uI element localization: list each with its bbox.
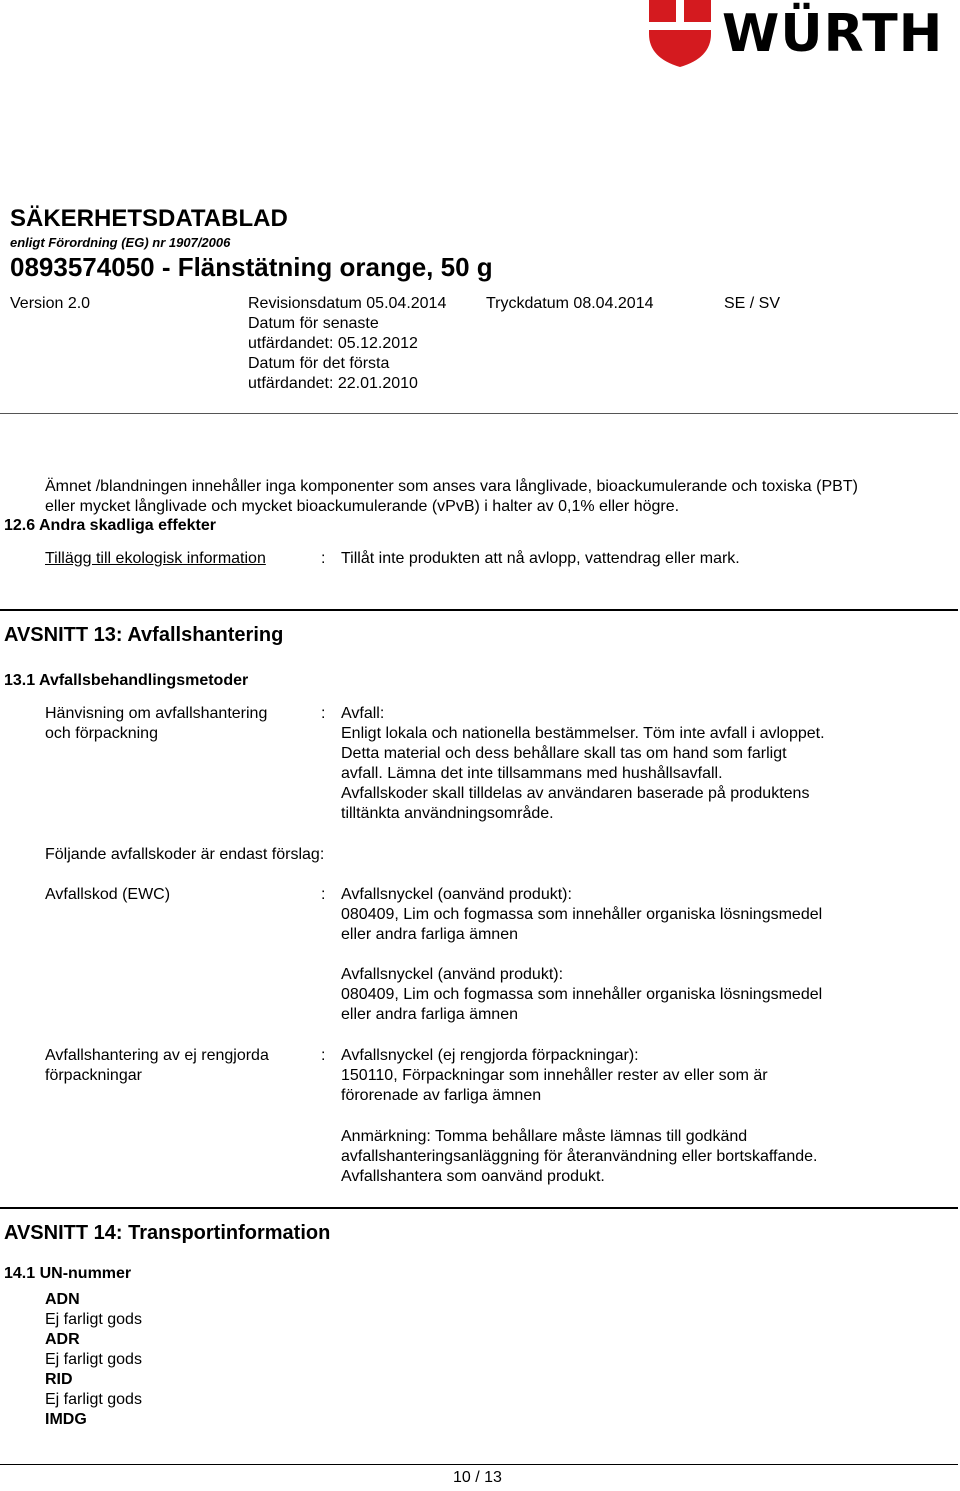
section-13-title: AVSNITT 13: Avfallshantering: [4, 624, 284, 646]
header-divider: [0, 413, 958, 414]
transport-mode: ADN: [45, 1291, 80, 1308]
transport-list: [45, 1290, 142, 1430]
last-issue-label: Datum för senaste: [248, 315, 379, 332]
regulation-note: enligt Förordning (EG) nr 1907/2006: [10, 235, 231, 250]
transport-mode: RID: [45, 1371, 73, 1388]
section-14-title: AVSNITT 14: Transportinformation: [4, 1222, 331, 1244]
waste-reference-label: Hänvisning om avfallshantering och förpackning: [45, 705, 268, 742]
brand-wordmark: WÜRTH: [722, 4, 944, 64]
ewc-used-value: Avfallsnyckel (använd produkt): 080409, Lim och fogmassa som innehåller organiska lösningsmedel eller andra farliga ämnen: [341, 966, 823, 1023]
revision-block: [248, 294, 446, 394]
subsection-13-1-title: 13.1 Avfallsbehandlingsmetoder: [4, 672, 249, 689]
colon: :: [321, 886, 326, 903]
product-name: 0893574050 - Flänstätning orange, 50 g: [10, 252, 493, 282]
eco-info-value: Tillåt inte produkten att nå avlopp, vattendrag eller mark.: [341, 550, 740, 567]
transport-value: Ej farligt gods: [45, 1311, 142, 1328]
version: Version 2.0: [10, 295, 91, 312]
doc-title: SÄKERHETSDATABLAD: [10, 205, 288, 232]
transport-mode: ADR: [45, 1331, 80, 1348]
first-issue-label: Datum för det första: [248, 355, 390, 372]
last-issue-date: utfärdandet: 05.12.2012: [248, 335, 418, 352]
ewc-unused-value: Avfallsnyckel (oanvänd produkt): 080409, Lim och fogmassa som innehåller organiska lösningsmedel eller andra farliga ämnen: [341, 886, 823, 943]
subsection-12-6-title: 12.6 Andra skadliga effekter: [4, 517, 216, 534]
packaging-label: Avfallshantering av ej rengjorda förpackningar: [45, 1047, 269, 1084]
ewc-label: Avfallskod (EWC): [45, 886, 171, 903]
language-code: SE / SV: [724, 295, 781, 312]
print-date: Tryckdatum 08.04.2014: [486, 295, 654, 312]
pbt-statement: Ämnet /blandningen innehåller inga komponenter som anses vara långlivade, bioackumulerande och toxiska (PBT) eller mycket långlivade och mycket bioackumulerande (vPvB) i halter av 0,1% eller högre.: [45, 478, 858, 515]
packaging-value: Avfallsnyckel (ej rengjorda förpackningar): 150110, Förpackningar som innehåller rester av eller som är förorenade av farliga ämnen: [341, 1047, 768, 1104]
page-number: 10 / 13: [453, 1469, 502, 1486]
section-14-divider: [0, 1207, 958, 1209]
eco-info-label: Tillägg till ekologisk information: [45, 550, 266, 567]
subsection-14-1-title: 14.1 UN-nummer: [4, 1265, 132, 1282]
transport-mode: IMDG: [45, 1411, 87, 1428]
footer-divider: [0, 1464, 958, 1465]
transport-value: Ej farligt gods: [45, 1391, 142, 1408]
colon: :: [321, 705, 326, 722]
revision-date: Revisionsdatum 05.04.2014: [248, 295, 447, 312]
section-13-divider: [0, 609, 958, 611]
colon: :: [321, 550, 326, 567]
packaging-note: Anmärkning: Tomma behållare måste lämnas till godkänd avfallshanteringsanläggning för återanvändning eller bortskaffande. Avfallshantera som oanvänd produkt.: [341, 1128, 818, 1185]
waste-reference-value: Avfall: Enligt lokala och nationella bestämmelser. Töm inte avfall i avloppet. Detta material och dess behållare skall tas om hand som farligt avfall. Lämna det inte tillsammans med hushållsavfall. Avfallskoder skall tilldelas av användaren baserade på produktens tilltänkta användningsområde.: [341, 705, 825, 822]
waste-code-suggestion-note: Följande avfallskoder är endast förslag:: [45, 846, 325, 863]
colon: :: [321, 1047, 326, 1064]
first-issue-date: utfärdandet: 22.01.2010: [248, 375, 418, 392]
wurth-logo-mark: [648, 0, 712, 68]
transport-value: Ej farligt gods: [45, 1351, 142, 1368]
